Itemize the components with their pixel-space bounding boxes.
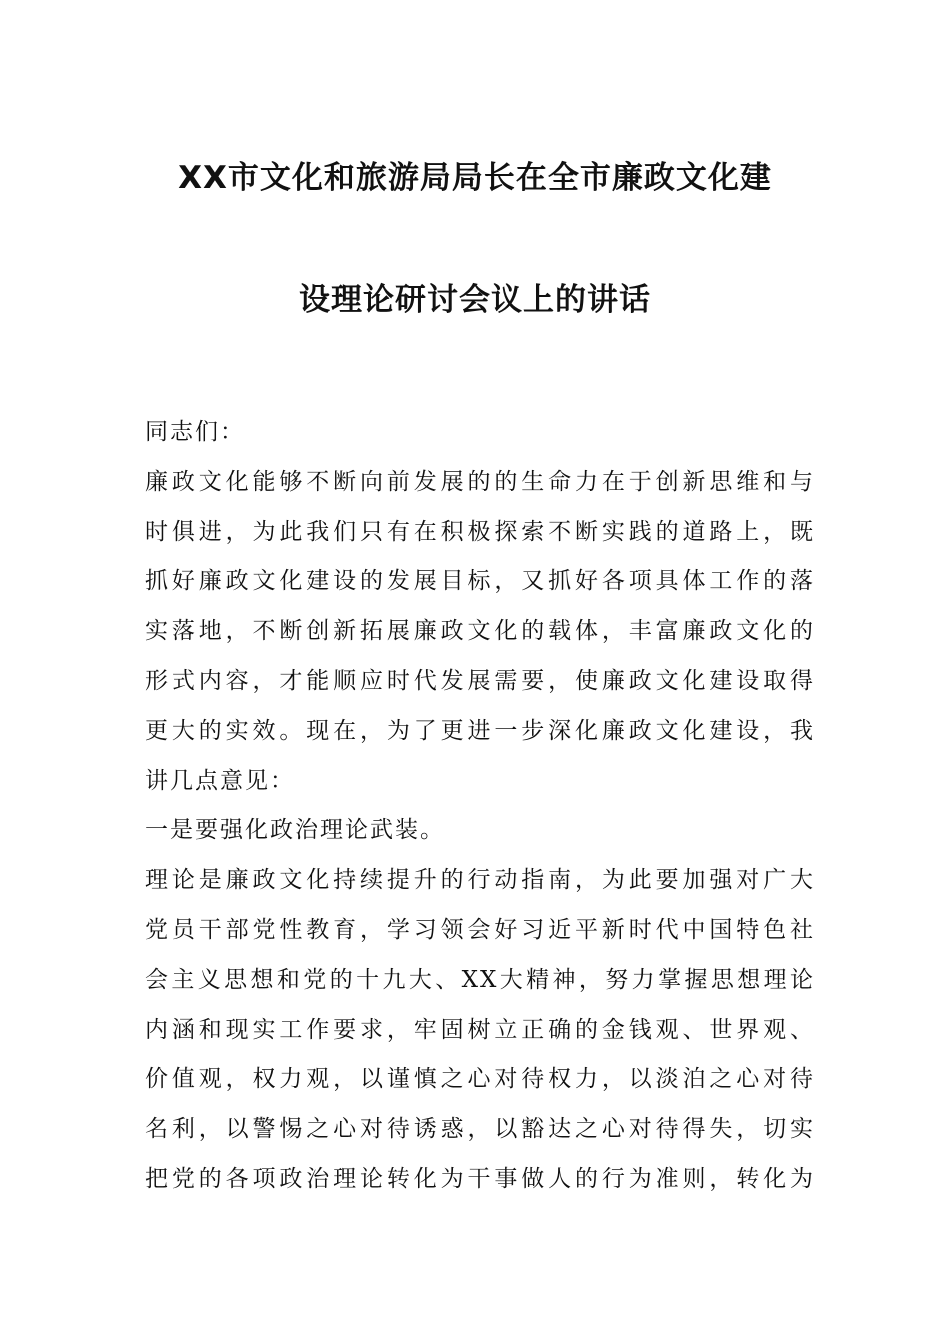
body-line: 时俱进，为此我们只有在积极探索不断实践的道路上，既 (145, 518, 815, 545)
body-line: 党员干部党性教育，学习领会好习近平新时代中国特色社 (145, 916, 815, 943)
salutation: 同志们： (145, 419, 245, 445)
body-line: 形式内容，才能顺应时代发展需要，使廉政文化建设取得 (145, 667, 815, 694)
document-title-line-2: 设理论研讨会议上的讲话 (299, 282, 651, 318)
body-line: 理论是廉政文化持续提升的行动指南，为此要加强对广大 (145, 867, 815, 894)
body-line: 把党的各项政治理论转化为干事做人的行为准则，转化为 (145, 1165, 815, 1192)
document-title-line-1: XX市文化和旅游局局长在全市廉政文化建 (178, 160, 772, 196)
body-line: 廉政文化能够不断向前发展的的生命力在于创新思维和与 (145, 468, 815, 495)
body-line: 实落地，不断创新拓展廉政文化的载体，丰富廉政文化的 (145, 618, 815, 645)
document-body (145, 408, 815, 1205)
body-line: 更大的实效。现在，为了更进一步深化廉政文化建设，我 (145, 717, 815, 744)
body-line: 讲几点意见： (145, 767, 295, 794)
body-line: 抓好廉政文化建设的发展目标，又抓好各项具体工作的落 (145, 568, 815, 595)
body-line: 价值观，权力观，以谨慎之心对待权力，以淡泊之心对待 (145, 1066, 815, 1093)
body-line: 会主义思想和党的十九大、XX大精神，努力掌握思想理论 (145, 966, 815, 993)
body-line: 内涵和现实工作要求，牢固树立正确的金钱观、世界观、 (145, 1016, 815, 1043)
body-line: 名利，以警惕之心对待诱惑，以豁达之心对待得失，切实 (145, 1116, 815, 1143)
section-heading: 一是要强化政治理论武装。 (145, 817, 445, 844)
